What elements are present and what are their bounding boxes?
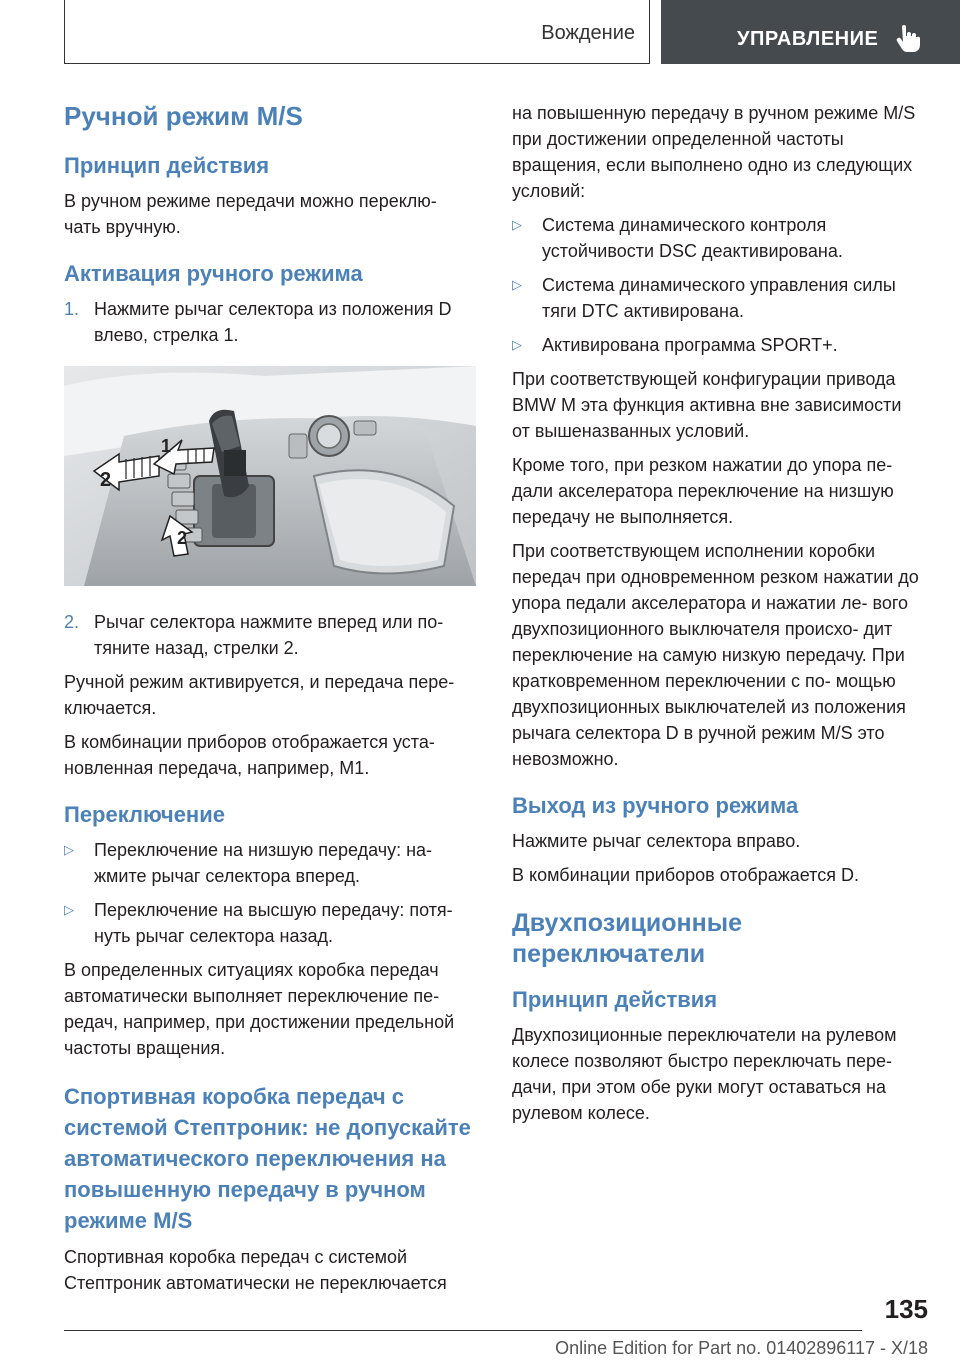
paragraph-continuation: на повышенную передачу в ручном режиме M/S при достижении определенной частоты вращения, если выполнено одно из следующих условий:	[512, 103, 916, 201]
bullet-sport-plus	[512, 332, 924, 358]
section-title-manual-mode: Ручной режим M/S	[64, 101, 303, 131]
footer-edition: Online Edition for Part no. 01402896117 - X/18	[555, 1338, 928, 1358]
paragraph-exit-cluster: В комбинации приборов отображается D.	[512, 865, 859, 885]
bullet-triangle-icon: ▷	[512, 217, 522, 232]
step-1-text: Нажмите рычаг селектора из положения D влево, стрелка 1.	[94, 299, 452, 345]
footer-divider	[64, 1330, 862, 1331]
heading-sport-transmission: Спортивная коробка передач с системой Стептроник: не допускайте автоматического переключения на повышенную передачу в ручном режиме M/S	[64, 1084, 471, 1233]
header-chapter-tab	[661, 0, 960, 64]
bullet-shift-down-text: Переключение на низшую передачу: на‐ жмите рычаг селектора вперед.	[94, 840, 433, 886]
header-section-tab	[64, 0, 650, 64]
header-chapter-label: УПРАВЛЕНИЕ	[737, 28, 879, 50]
bullet-triangle-icon: ▷	[512, 337, 522, 352]
heading-shifting: Переключение	[64, 802, 225, 827]
left-column	[64, 100, 476, 1304]
paragraph-paddles-principle: Двухпозиционные переключатели на рулевом колесе позволяют быстро переключать пере‐ дачи, при этом обе руки могут оставаться на рулевом колесе.	[512, 1025, 897, 1123]
header-section-label: Вождение	[541, 22, 635, 44]
arrow-label-1: 1	[161, 436, 172, 456]
paragraph-auto-shift: В определенных ситуациях коробка передач автоматически выполняет переключение пе‐ редач, например, при достижении предельной частоты вращения.	[64, 960, 455, 1058]
paragraph-bmw-m: При соответствующей конфигурации привода BMW M эта функция активна вне зависимости от вышеназванных условий.	[512, 369, 902, 441]
bullet-sport-plus-text: Активирована программа SPORT+.	[542, 335, 838, 355]
step-2	[64, 609, 476, 661]
hand-pointer-icon	[895, 24, 921, 52]
right-column	[512, 100, 924, 1134]
bullet-dsc-text: Система динамического контроля устойчивости DSC деактивирована.	[542, 215, 843, 261]
bullet-shift-up-text: Переключение на высшую передачу: потя‐ нуть рычаг селектора назад.	[94, 900, 453, 946]
heading-activation: Активация ручного режима	[64, 261, 363, 286]
paragraph-exit: Нажмите рычаг селектора вправо.	[512, 831, 801, 851]
paragraph-cluster: В комбинации приборов отображается уста‐ новленная передача, например, M1.	[64, 732, 435, 778]
heading-principle: Принцип действия	[64, 153, 270, 178]
paragraph-paddles-kickdown: При соответствующем исполнении коробки передач при одновременном резком нажатии до упора педали акселератора и нажатии ле‐ вого двухпозиционного выключателя происхо‐ дит переключение на самую низкую передачу. При кратковременном переключении с по‐ мощью двухпозиционных выключателей из положения рычага селектора D в ручной режим M/S это невозможно.	[512, 541, 919, 769]
step-1-number: 1.	[64, 299, 80, 319]
paragraph-principle: В ручном режиме передачи можно переклю‐ чать вручную.	[64, 191, 437, 237]
bullet-triangle-icon: ▷	[64, 842, 74, 857]
paragraph-sport-transmission: Спортивная коробка передач с системой Стептроник автоматически не переключается	[64, 1247, 447, 1293]
step-1	[64, 296, 476, 348]
arrow-label-2-down: 2	[177, 528, 188, 548]
selector-lever-illustration	[64, 366, 476, 586]
bullet-shift-down	[64, 837, 476, 889]
bullet-dtc-text: Система динамического управления силы тяги DTC активирована.	[542, 275, 896, 321]
paragraph-kickdown: Кроме того, при резком нажатии до упора пе‐ дали акселератора переключение на низшую передачу не выполняется.	[512, 455, 894, 527]
bullet-shift-up	[64, 897, 476, 949]
heading-paddle-switches: Двухпозиционные переключатели	[512, 909, 742, 968]
bullet-dtc	[512, 272, 924, 324]
arrow-label-2-left: 2	[100, 469, 112, 491]
page-number: 135	[884, 1294, 928, 1324]
step-2-number: 2.	[64, 612, 80, 632]
bullet-triangle-icon: ▷	[512, 277, 522, 292]
bullet-triangle-icon: ▷	[64, 902, 74, 917]
heading-exit-manual: Выход из ручного режима	[512, 793, 799, 818]
heading-paddles-principle: Принцип действия	[512, 987, 718, 1012]
step-2-text: Рычаг селектора нажмите вперед или по‐ тяните назад, стрелки 2.	[94, 612, 444, 658]
bullet-dsc	[512, 212, 924, 264]
paragraph-activated: Ручной режим активируется, и передача пере‐ ключается.	[64, 672, 455, 718]
